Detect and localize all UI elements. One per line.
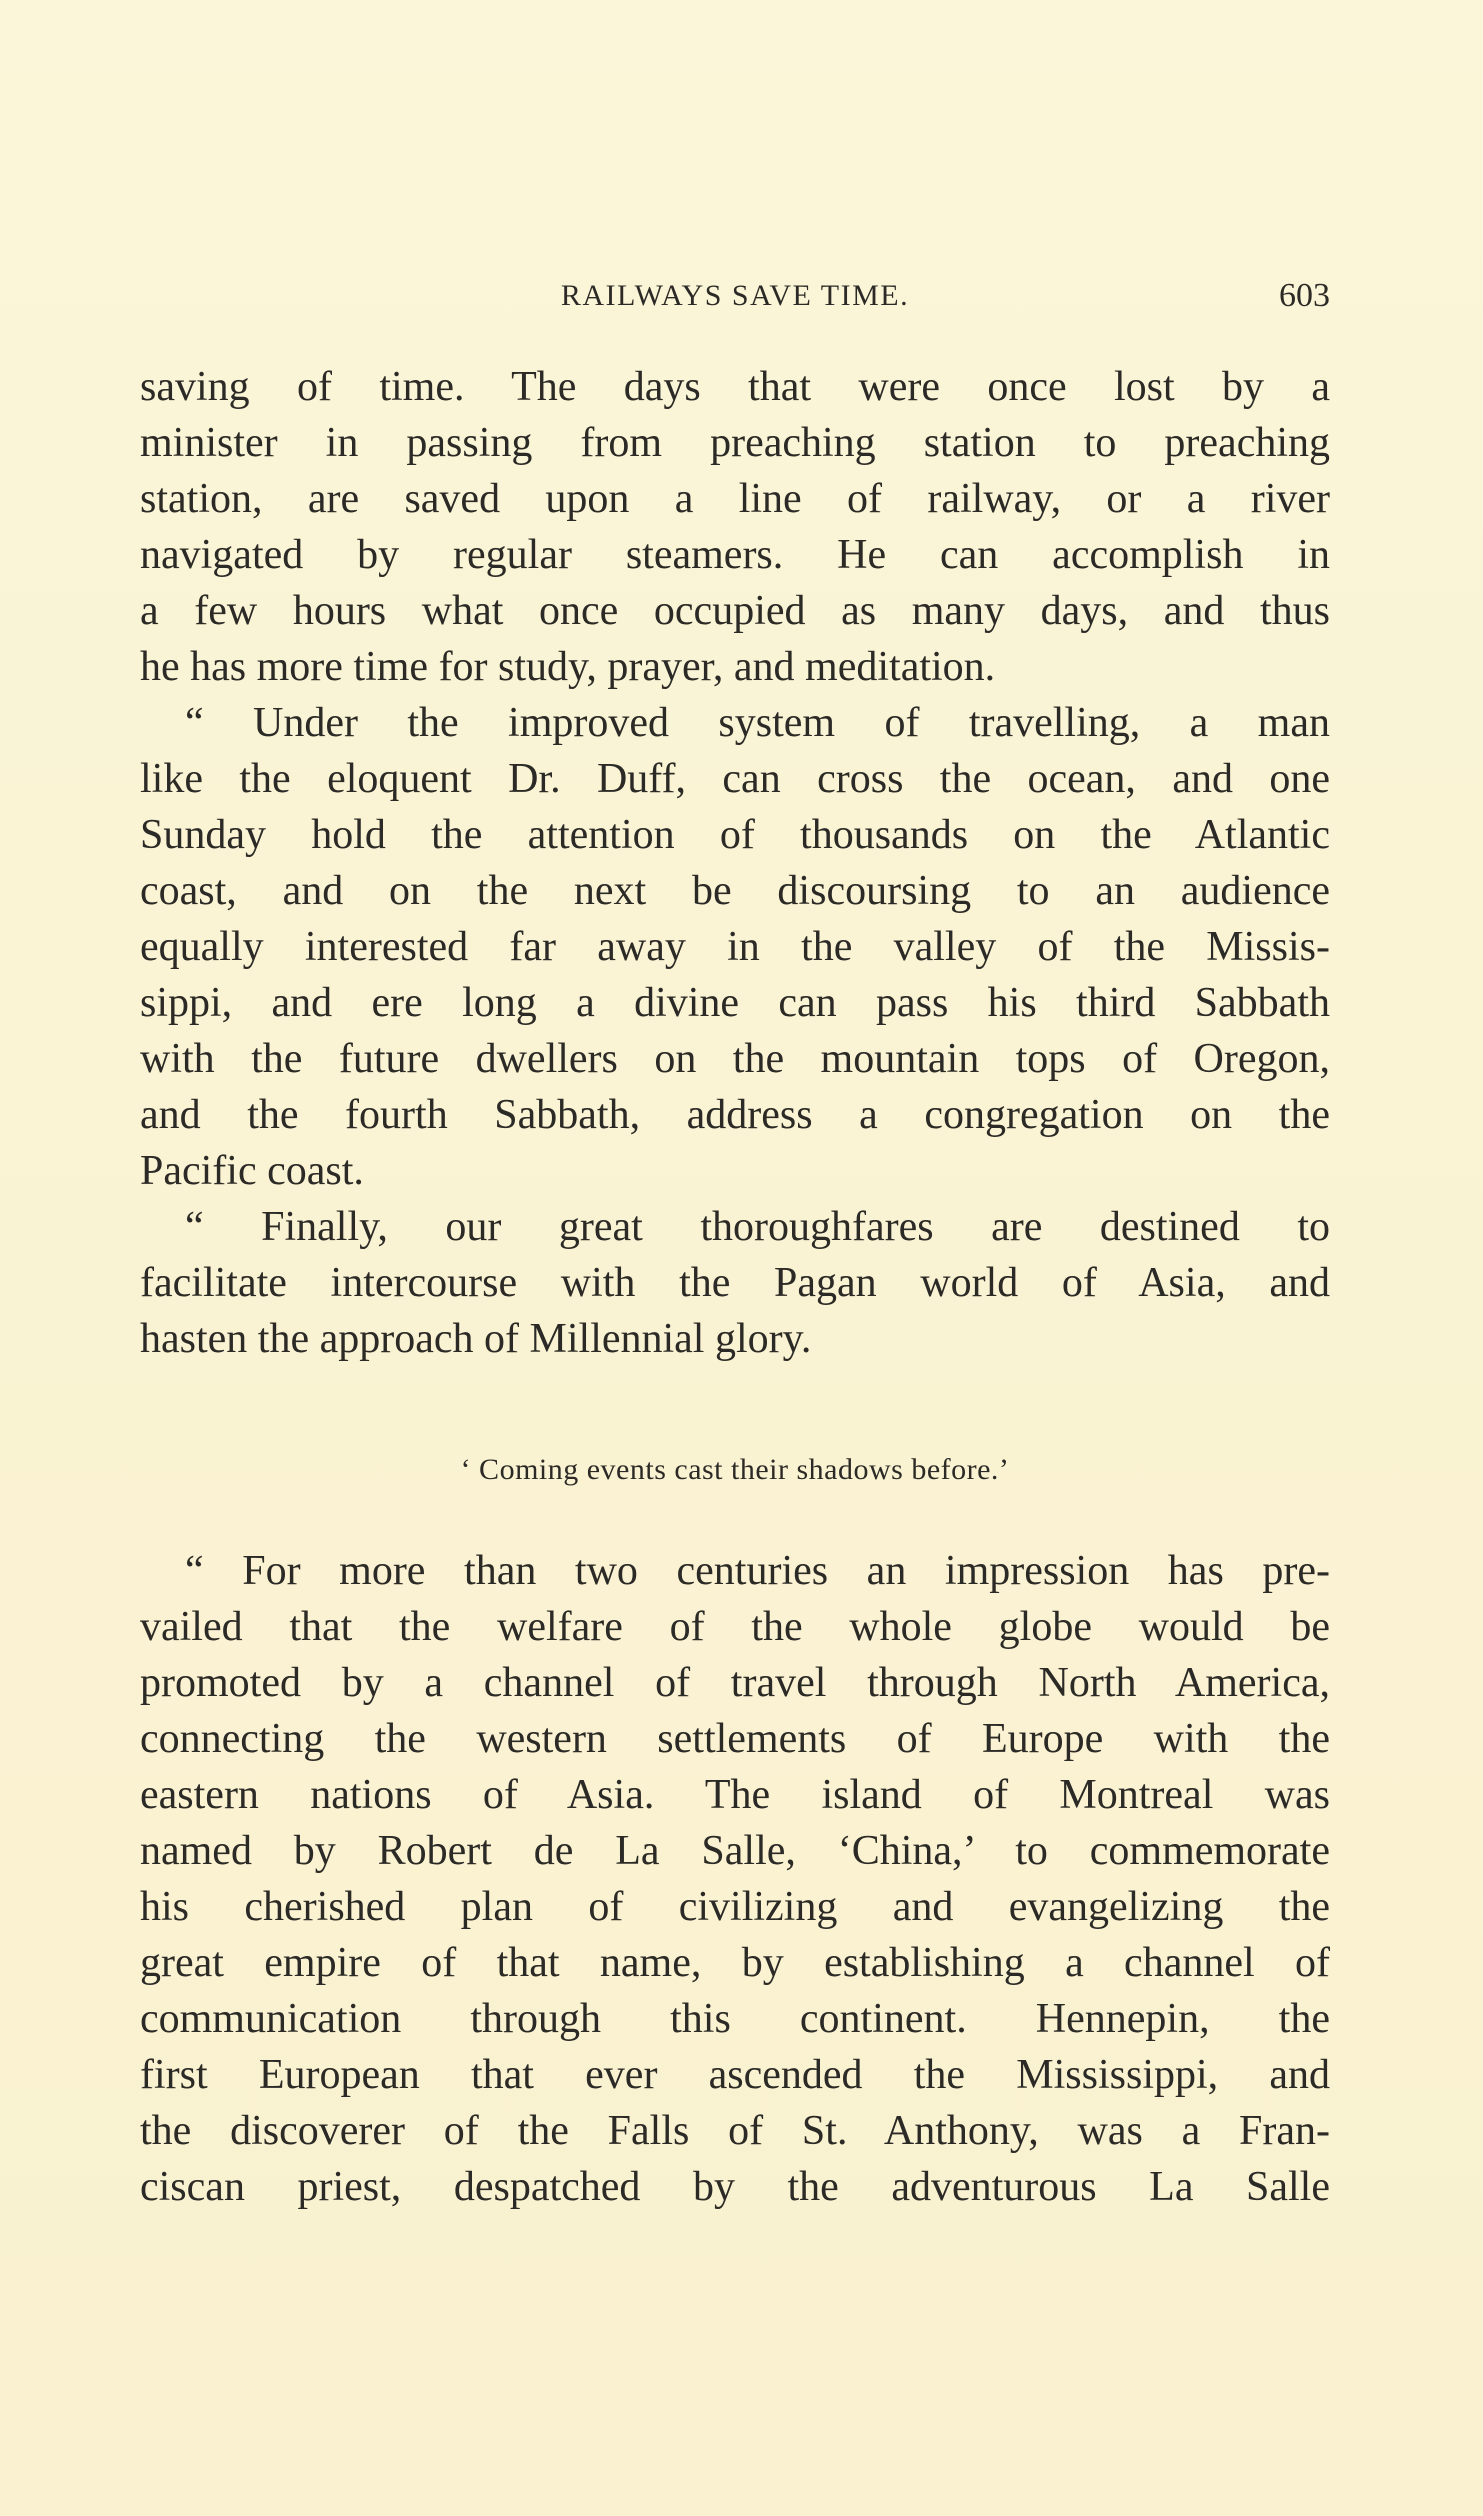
text-line: facilitate intercourse with the Pagan world of Asia, and — [140, 1260, 1330, 1306]
text-line: connecting the western settlements of Europe with the — [140, 1716, 1330, 1762]
text-line: Pacific coast. — [140, 1148, 364, 1194]
text-line: eastern nations of Asia. The island of Montreal was — [140, 1772, 1330, 1818]
page-number: 603 — [1279, 277, 1330, 314]
text-line: hasten the approach of Millennial glory. — [140, 1316, 812, 1362]
text-line: he has more time for study, prayer, and meditation. — [140, 644, 996, 690]
text-line: communication through this continent. Hennepin, the — [140, 1996, 1330, 2042]
text-line: saving of time. The days that were once lost by a — [140, 364, 1330, 410]
text-line: like the eloquent Dr. Duff, can cross the ocean, and one — [140, 756, 1330, 802]
text-line: vailed that the welfare of the whole globe would be — [140, 1604, 1330, 1650]
text-line: named by Robert de La Salle, ‘China,’ to commemorate — [140, 1828, 1330, 1874]
text-line: “ Under the improved system of travelling, a man — [185, 700, 1330, 746]
text-line: with the future dwellers on the mountain tops of Oregon, — [140, 1036, 1330, 1082]
text-line: his cherished plan of civilizing and evangelizing the — [140, 1884, 1330, 1930]
text-line: great empire of that name, by establishing a channel of — [140, 1940, 1330, 1986]
text-line: sippi, and ere long a divine can pass his third Sabbath — [140, 980, 1330, 1026]
epigraph: ‘ Coming events cast their shadows before.’ — [460, 1453, 1010, 1486]
running-title: RAILWAYS SAVE TIME. — [560, 279, 910, 312]
text-line: Sunday hold the attention of thousands on the Atlantic — [140, 812, 1330, 858]
text-line: ciscan priest, despatched by the adventurous La Salle — [140, 2164, 1330, 2210]
text-line: promoted by a channel of travel through North America, — [140, 1660, 1330, 1706]
text-line: a few hours what once occupied as many days, and thus — [140, 588, 1330, 634]
text-line: coast, and on the next be discoursing to an audience — [140, 868, 1330, 914]
text-line: first European that ever ascended the Mississippi, and — [140, 2052, 1330, 2098]
text-line: “ For more than two centuries an impression has pre- — [185, 1548, 1330, 1594]
text-line: navigated by regular steamers. He can accomplish in — [140, 532, 1330, 578]
text-line: equally interested far away in the valley of the Missis- — [140, 924, 1330, 970]
text-line: “ Finally, our great thoroughfares are destined to — [185, 1204, 1330, 1250]
text-line: and the fourth Sabbath, address a congregation on the — [140, 1092, 1330, 1138]
text-line: minister in passing from preaching station to preaching — [140, 420, 1330, 466]
running-head — [140, 276, 1330, 316]
text-line: the discoverer of the Falls of St. Anthony, was a Fran- — [140, 2108, 1330, 2154]
text-line: station, are saved upon a line of railway, or a river — [140, 476, 1330, 522]
